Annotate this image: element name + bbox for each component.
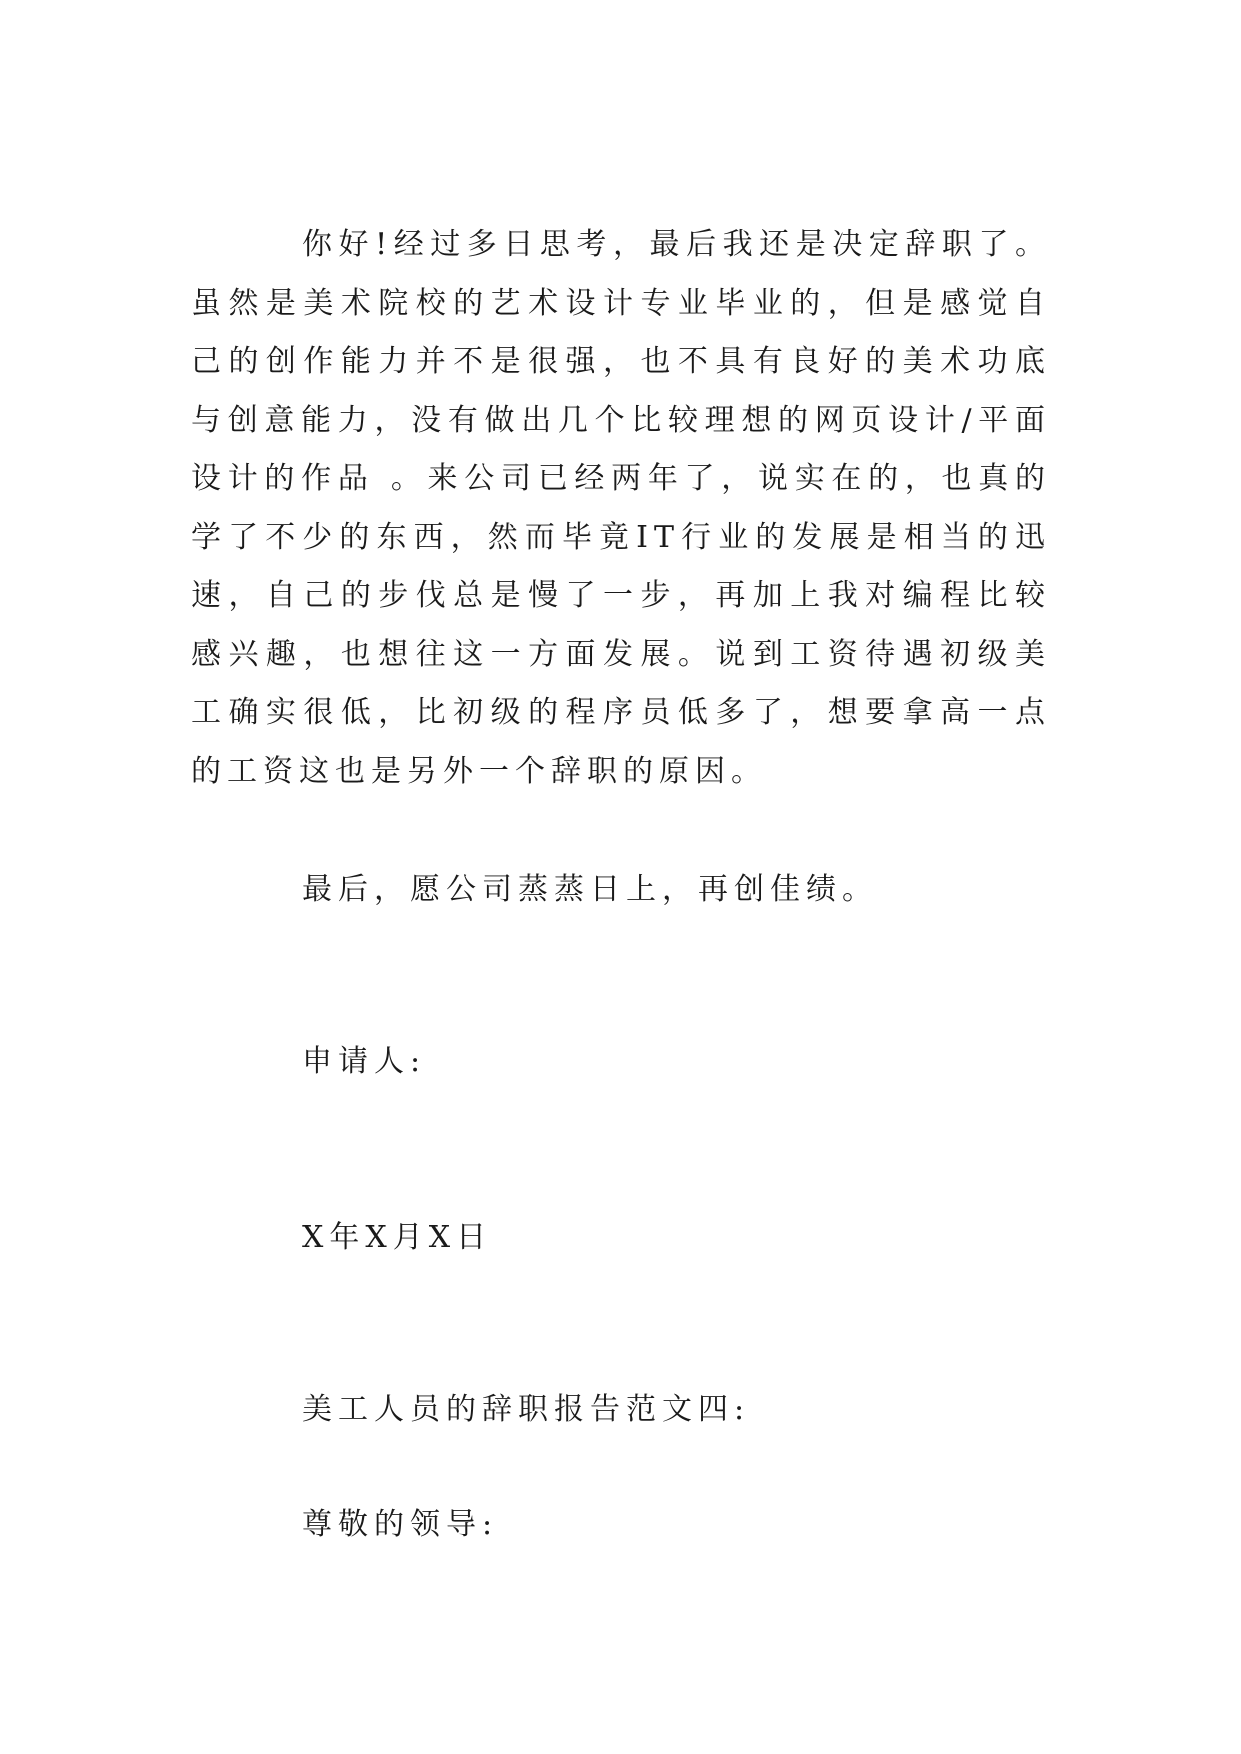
salutation: 尊敬的领导: (302, 1507, 499, 1542)
closing-line: 最后，愿公司蒸蒸日上，再创佳绩。 (302, 872, 878, 907)
date-line: X年X月X日 (302, 1220, 493, 1255)
section-heading: 美工人员的辞职报告范文四: (302, 1392, 751, 1427)
body-paragraph: 你好!经过多日思考，最后我还是决定辞职了。虽然是美术院校的艺术设计专业毕业的，但是感觉自己的创作能力并不是很强，也不具有良好的美术功底与创意能力，没有做出几个比较理想的网页设计/平面设计的作品 。来公司已经两年了，说实在的，也真的学了不少的东西，然而毕竟IT行业的发展是相当的迅速，自己的步伐总是慢了一步，再加上我对编程比较感兴趣，也想往这一方面发展。说到工资待遇初级美工确实很低，比初级的程序员低多了，想要拿高一点的工资这也是另外一个辞职的原因。 (191, 227, 1051, 789)
applicant-label: 申请人: (302, 1044, 427, 1079)
